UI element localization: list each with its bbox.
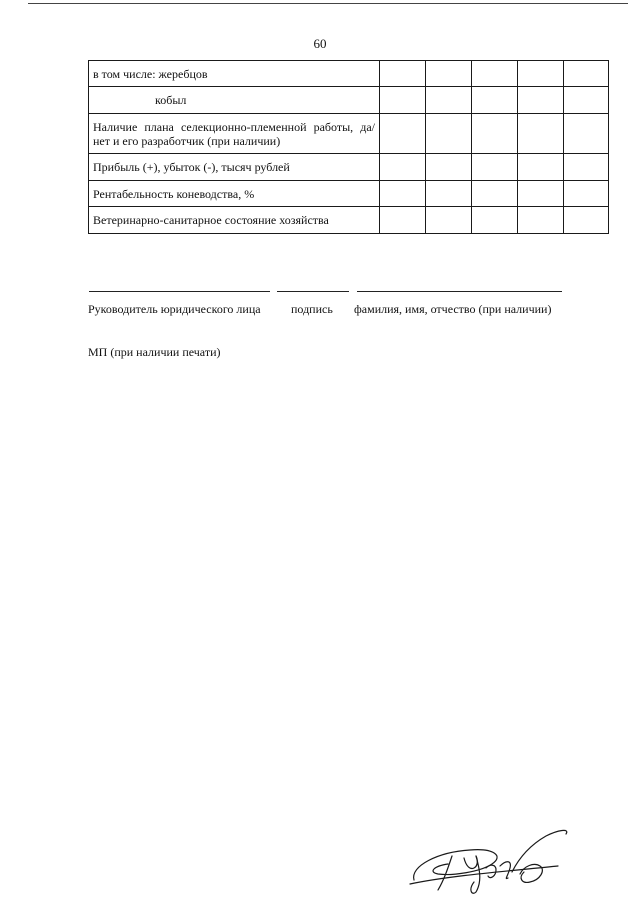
- name-label: фамилия, имя, отчество (при наличии): [354, 302, 552, 316]
- table-cell: [564, 61, 609, 87]
- table-cell: [564, 114, 609, 154]
- table-row: [89, 87, 609, 114]
- table-cell: [380, 207, 426, 234]
- table-cell: [518, 207, 564, 234]
- table-cell: [564, 154, 609, 181]
- table-cell: [380, 181, 426, 207]
- table-cell: [426, 154, 472, 181]
- signature-line: [277, 291, 349, 292]
- row-label: Наличие плана селекционно-племенной работы, да/нет и его разработчик (при наличии): [89, 114, 380, 154]
- row-label: Прибыль (+), убыток (-), тысяч рублей: [89, 154, 380, 181]
- table-row: [89, 207, 609, 234]
- table-cell: [472, 87, 518, 114]
- table-cell: [518, 154, 564, 181]
- row-label: Рентабельность коневодства, %: [89, 181, 380, 207]
- row-label: Ветеринарно-санитарное состояние хозяйства: [89, 207, 380, 234]
- handwritten-signature-icon: [408, 826, 578, 901]
- row-label: кобыл: [89, 87, 380, 114]
- table-cell: [472, 207, 518, 234]
- table-cell: [472, 181, 518, 207]
- table-cell: [426, 207, 472, 234]
- head-signature-line: [89, 291, 270, 292]
- table-cell: [380, 87, 426, 114]
- table-cell: [380, 154, 426, 181]
- table-row: [89, 114, 609, 154]
- table-row: [89, 154, 609, 181]
- table-cell: [426, 114, 472, 154]
- signature-label: подпись: [291, 302, 333, 316]
- table-cell: [426, 87, 472, 114]
- table-cell: [518, 114, 564, 154]
- table-cell: [564, 207, 609, 234]
- table-cell: [380, 114, 426, 154]
- page-number: 60: [313, 36, 327, 51]
- table-row: [89, 181, 609, 207]
- row-label: в том числе: жеребцов: [89, 61, 380, 87]
- table-cell: [518, 87, 564, 114]
- head-label: Руководитель юридического лица: [88, 302, 261, 316]
- table-cell: [518, 61, 564, 87]
- table-cell: [426, 61, 472, 87]
- table-cell: [518, 181, 564, 207]
- table-cell: [380, 61, 426, 87]
- table-cell: [472, 61, 518, 87]
- top-border-line: [28, 3, 628, 4]
- table-cell: [472, 114, 518, 154]
- table-cell: [564, 87, 609, 114]
- data-table: [88, 60, 609, 234]
- table-cell: [426, 181, 472, 207]
- name-signature-line: [357, 291, 562, 292]
- stamp-label: МП (при наличии печати): [88, 345, 221, 359]
- table-cell: [564, 181, 609, 207]
- table-cell: [472, 154, 518, 181]
- table-row: [89, 61, 609, 87]
